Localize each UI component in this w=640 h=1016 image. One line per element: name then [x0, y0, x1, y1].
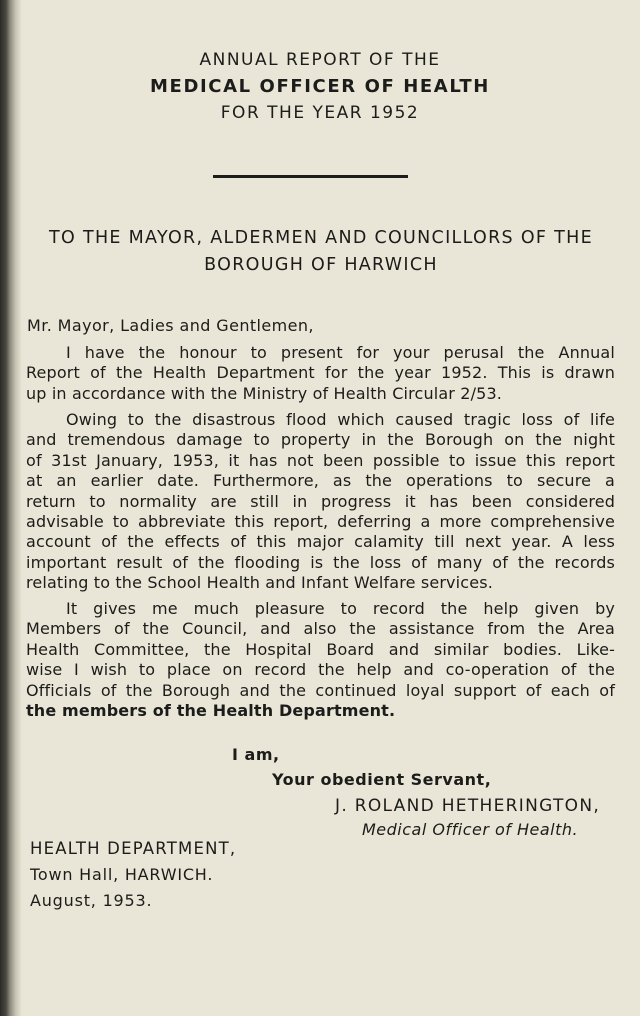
- paragraph-2-line: account of the effects of this major calamity till next year. A less: [26, 532, 615, 552]
- address-line-1: TO THE MAYOR, ALDERMEN AND COUNCILLORS OF THE: [49, 228, 593, 248]
- paragraph-2-line: of 31st January, 1953, it has not been possible to issue this report: [26, 450, 615, 470]
- paragraph-3: [26, 599, 615, 721]
- signature-closing: I am,: [232, 745, 280, 764]
- paragraph-3-line: Officials of the Borough and the continued loyal support of each of: [26, 680, 615, 700]
- paragraph-3-line: It gives me much pleasure to record the help given by: [66, 599, 615, 618]
- paragraph-1: [26, 343, 615, 404]
- paragraph-3-line: Health Committee, the Hospital Board and similar bodies. Like-: [26, 639, 615, 659]
- paragraph-1-line: I have the honour to present for your perusal the Annual: [66, 343, 615, 362]
- footer-date: August, 1953.: [30, 891, 153, 910]
- signatory-title: Medical Officer of Health.: [362, 820, 579, 839]
- paragraph-3-line: the members of the Health Department.: [26, 701, 396, 721]
- report-header-line-1: ANNUAL REPORT OF THE: [199, 50, 441, 70]
- paragraph-2-line: return to normality are still in progress it has been considered: [26, 491, 615, 511]
- salutation: Mr. Mayor, Ladies and Gentlemen,: [27, 316, 314, 335]
- signatory-name: J. ROLAND HETHERINGTON,: [335, 796, 601, 816]
- paragraph-1-line: Report of the Health Department for the year 1952. This is drawn: [26, 363, 615, 383]
- paragraph-2-line: advisable to abbreviate this report, deferring a more comprehensive: [26, 512, 615, 532]
- footer-location: Town Hall, HARWICH.: [30, 865, 214, 884]
- paragraph-2-line: at an earlier date. Furthermore, as the operations to secure a: [26, 471, 615, 491]
- address-line-2: BOROUGH OF HARWICH: [204, 255, 438, 275]
- paragraph-2-line: relating to the School Health and Infant Welfare services.: [26, 573, 493, 593]
- paragraph-3-line: Members of the Council, and also the assistance from the Area: [26, 619, 615, 639]
- header-divider-rule: [213, 175, 408, 178]
- paragraph-2: [26, 410, 615, 594]
- paragraph-2-line: Owing to the disastrous flood which caused tragic loss of life: [66, 410, 615, 429]
- report-header-title: MEDICAL OFFICER OF HEALTH: [150, 76, 490, 97]
- paragraph-2-line: and tremendous damage to property in the Borough on the night: [26, 430, 615, 450]
- footer-department: HEALTH DEPARTMENT,: [30, 839, 237, 858]
- paragraph-1-line: up in accordance with the Ministry of Health Circular 2/53.: [26, 383, 503, 403]
- paragraph-3-line: wise I wish to place on record the help and co-operation of the: [26, 660, 615, 680]
- paragraph-2-line: important result of the flooding is the loss of many of the records: [26, 552, 615, 572]
- report-header-year: FOR THE YEAR 1952: [220, 103, 420, 123]
- signature-servant: Your obedient Servant,: [272, 770, 492, 789]
